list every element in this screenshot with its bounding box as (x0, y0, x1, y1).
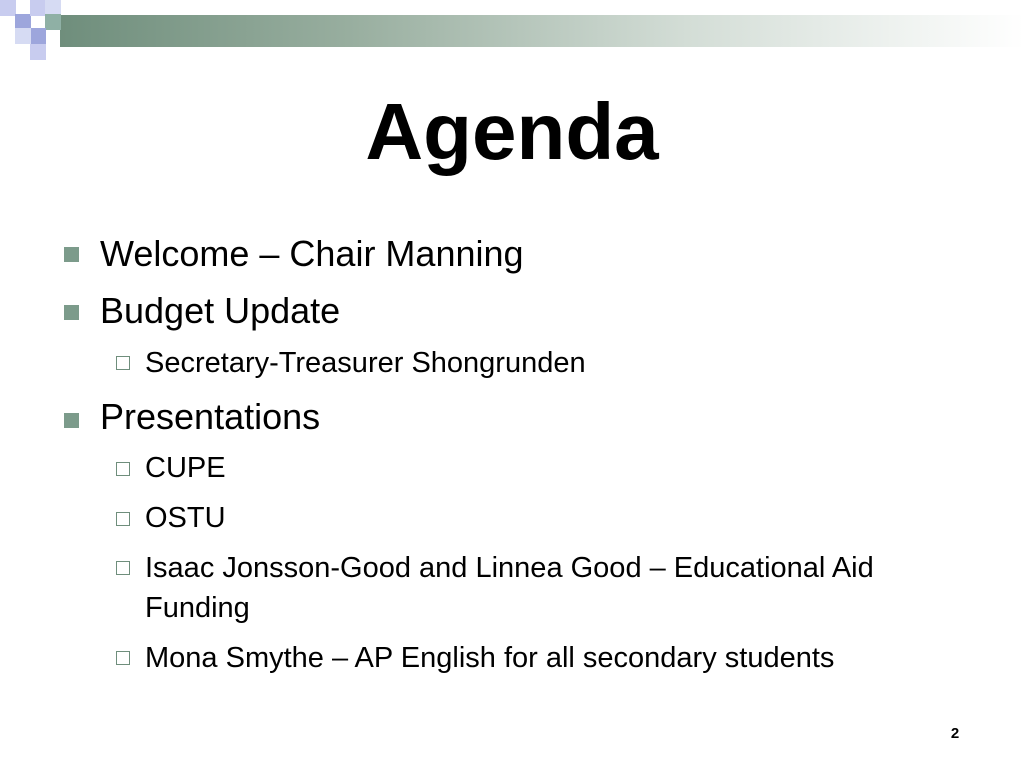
sub-bullet-square (116, 512, 130, 526)
agenda-subitem-smythe: Mona Smythe – AP English for all secondary students (145, 642, 835, 674)
agenda-subitem-cupe: CUPE (145, 452, 226, 484)
sub-bullet-square (116, 561, 130, 575)
agenda-subitem-jonsson-good: Isaac Jonsson-Good and Linnea Good – Educational Aid Funding (145, 552, 874, 624)
bullet-square (64, 413, 79, 428)
sub-bullet-square (116, 356, 130, 370)
agenda-item-budget: Budget Update (100, 290, 341, 331)
agenda-subitem-budget: Secretary-Treasurer Shongrunden (145, 347, 586, 379)
slide-number: 2 (950, 725, 960, 742)
slide-title: Agenda (365, 87, 659, 176)
sub-bullet-square (116, 651, 130, 665)
agenda-item-welcome: Welcome – Chair Manning (100, 233, 524, 274)
agenda-item-presentations: Presentations (100, 396, 321, 437)
agenda-subitem-ostu: OSTU (145, 502, 226, 534)
bullet-square (64, 305, 79, 320)
sub-bullet-square (116, 462, 130, 476)
bullet-square (64, 247, 79, 262)
